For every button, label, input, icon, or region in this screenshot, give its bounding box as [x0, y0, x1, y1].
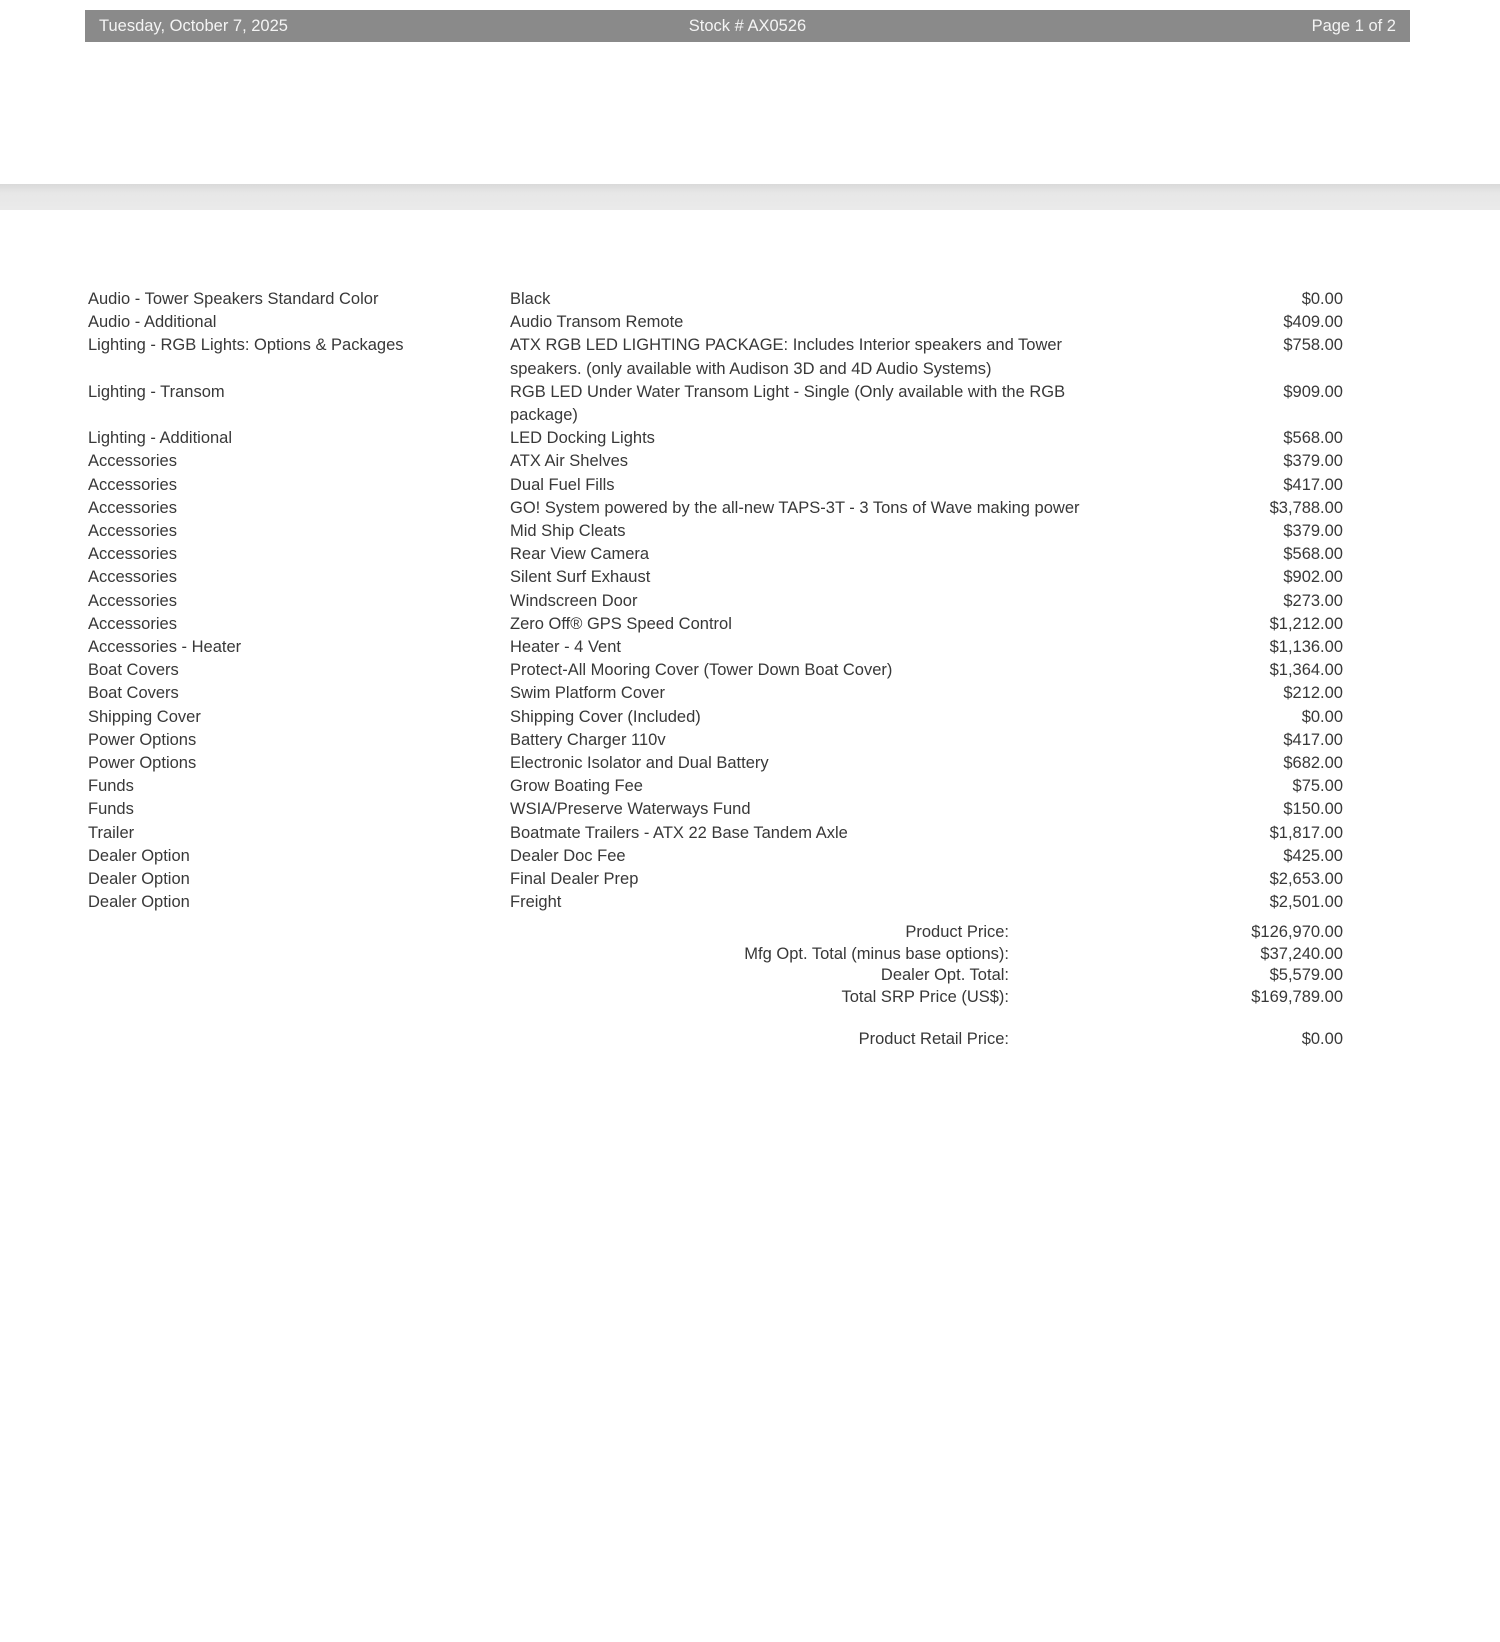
table-row: [88, 450, 1343, 473]
item-price: $568.00: [1283, 545, 1343, 564]
item-description: Silent Surf Exhaust: [510, 568, 651, 587]
item-category: Boat Covers: [88, 661, 179, 680]
item-description: RGB LED Under Water Transom Light - Single (Only available with the RGB package): [510, 382, 1066, 425]
item-category: Accessories: [88, 545, 177, 564]
item-price: $417.00: [1283, 730, 1343, 749]
item-price: $2,501.00: [1269, 893, 1343, 912]
item-category: Accessories: [88, 452, 177, 471]
total-value: $169,789.00: [1251, 987, 1343, 1006]
table-row: [88, 798, 1343, 821]
item-price: $75.00: [1292, 777, 1343, 796]
table-row: [88, 613, 1343, 636]
item-description: Rear View Camera: [510, 545, 650, 564]
item-category: Lighting - RGB Lights: Options & Packages: [88, 336, 404, 355]
header-page-number: Page 1 of 2: [1311, 16, 1396, 35]
item-category: Funds: [88, 777, 134, 796]
item-description: Heater - 4 Vent: [510, 638, 621, 657]
item-description: Battery Charger 110v: [510, 730, 666, 749]
item-description: Windscreen Door: [510, 591, 638, 610]
item-category: Boat Covers: [88, 684, 179, 703]
total-row: [88, 944, 1343, 966]
item-price: $909.00: [1283, 382, 1343, 401]
table-row: [88, 427, 1343, 450]
item-price: $3,788.00: [1269, 498, 1343, 517]
item-description: Dual Fuel Fills: [510, 475, 615, 494]
item-price: $417.00: [1283, 475, 1343, 494]
options-content: [88, 288, 1343, 1051]
item-category: Accessories: [88, 475, 177, 494]
item-category: Accessories: [88, 498, 177, 517]
header-stock: Stock # AX0526: [688, 16, 807, 35]
item-price: $273.00: [1283, 591, 1343, 610]
table-row: [88, 775, 1343, 798]
table-row: [88, 381, 1343, 427]
item-description: Final Dealer Prep: [510, 870, 639, 889]
item-category: Accessories: [88, 522, 177, 541]
item-description: ATX RGB LED LIGHTING PACKAGE: Includes Interior speakers and Tower speakers. (only available with Audison 3D and 4D Audio Systems): [510, 336, 1063, 378]
item-price: $409.00: [1283, 313, 1343, 332]
table-row: [88, 729, 1343, 752]
item-category: Lighting - Additional: [88, 429, 233, 448]
item-description: GO! System powered by the all-new TAPS-3T - 3 Tons of Wave making power: [510, 498, 1080, 517]
item-description: Shipping Cover (Included): [510, 707, 701, 726]
totals-block: [88, 922, 1343, 1008]
table-row: [88, 868, 1343, 891]
item-price: $0.00: [1301, 290, 1343, 308]
item-category: Power Options: [88, 730, 197, 749]
item-description: Electronic Isolator and Dual Battery: [510, 754, 769, 773]
page-break-band: [0, 184, 1500, 210]
header-date: Tuesday, October 7, 2025: [99, 16, 288, 35]
total-row: [88, 965, 1343, 987]
item-price: $1,212.00: [1269, 614, 1343, 633]
table-row: [88, 474, 1343, 497]
item-description: Audio Transom Remote: [510, 313, 684, 332]
item-price: $758.00: [1283, 336, 1343, 355]
table-row: [88, 590, 1343, 613]
item-price: $1,364.00: [1269, 661, 1343, 680]
item-price: $902.00: [1283, 568, 1343, 587]
table-row: [88, 334, 1343, 380]
table-row: [88, 566, 1343, 589]
item-category: Shipping Cover: [88, 707, 201, 726]
item-price: $1,136.00: [1269, 638, 1343, 657]
total-value: $126,970.00: [1251, 923, 1343, 942]
item-price: $212.00: [1283, 684, 1343, 703]
item-price: $682.00: [1283, 754, 1343, 773]
item-category: Funds: [88, 800, 134, 819]
item-category: Accessories: [88, 614, 177, 633]
item-description: Boatmate Trailers - ATX 22 Base Tandem Axle: [510, 823, 848, 842]
item-category: Dealer Option: [88, 846, 190, 865]
table-row: [88, 752, 1343, 775]
total-label: Product Price:: [905, 923, 1009, 942]
table-row: [88, 845, 1343, 868]
total-value: $37,240.00: [1260, 944, 1343, 963]
item-description: Protect-All Mooring Cover (Tower Down Boat Cover): [510, 661, 893, 680]
item-description: Mid Ship Cleats: [510, 522, 626, 541]
table-row: [88, 682, 1343, 705]
table-row: [88, 706, 1343, 729]
table-row: [88, 822, 1343, 845]
item-description: Grow Boating Fee: [510, 777, 643, 796]
retail-label: Product Retail Price:: [858, 1030, 1009, 1049]
retail-value: $0.00: [1301, 1030, 1343, 1049]
table-row: [88, 497, 1343, 520]
item-category: Dealer Option: [88, 893, 190, 912]
total-row: [88, 987, 1343, 1009]
item-price: $425.00: [1283, 846, 1343, 865]
item-price: $379.00: [1283, 452, 1343, 471]
item-category: Audio - Tower Speakers Standard Color: [88, 290, 379, 308]
total-row: [88, 922, 1343, 944]
item-category: Accessories: [88, 591, 177, 610]
item-price: $568.00: [1283, 429, 1343, 448]
item-category: Dealer Option: [88, 870, 190, 889]
table-row: [88, 659, 1343, 682]
item-price: $1,817.00: [1269, 823, 1343, 842]
item-price: $150.00: [1283, 800, 1343, 819]
item-description: Freight: [510, 893, 562, 912]
item-category: Trailer: [88, 823, 135, 842]
item-category: Power Options: [88, 754, 197, 773]
item-price: $2,653.00: [1269, 870, 1343, 889]
table-row: [88, 288, 1343, 311]
item-description: Zero Off® GPS Speed Control: [510, 614, 732, 633]
table-row: [88, 520, 1343, 543]
table-row: [88, 891, 1343, 914]
item-description: WSIA/Preserve Waterways Fund: [510, 800, 751, 819]
item-category: Accessories - Heater: [88, 638, 242, 657]
retail-row: [88, 1029, 1343, 1051]
item-description: LED Docking Lights: [510, 429, 655, 448]
total-label: Mfg Opt. Total (minus base options):: [744, 944, 1009, 963]
item-price: $0.00: [1301, 707, 1343, 726]
item-category: Lighting - Transom: [88, 382, 225, 401]
item-description: Swim Platform Cover: [510, 684, 665, 703]
item-category: Accessories: [88, 568, 177, 587]
item-description: Dealer Doc Fee: [510, 846, 626, 865]
items-table: [88, 288, 1343, 914]
table-row: [88, 311, 1343, 334]
item-description: ATX Air Shelves: [510, 452, 628, 471]
item-category: Audio - Additional: [88, 313, 217, 332]
table-row: [88, 636, 1343, 659]
total-label: Dealer Opt. Total:: [880, 966, 1009, 985]
item-description: Black: [510, 290, 551, 308]
total-label: Total SRP Price (US$):: [841, 987, 1009, 1006]
total-value: $5,579.00: [1269, 966, 1343, 985]
item-price: $379.00: [1283, 522, 1343, 541]
table-row: [88, 543, 1343, 566]
page-header-bar: [85, 10, 1410, 42]
